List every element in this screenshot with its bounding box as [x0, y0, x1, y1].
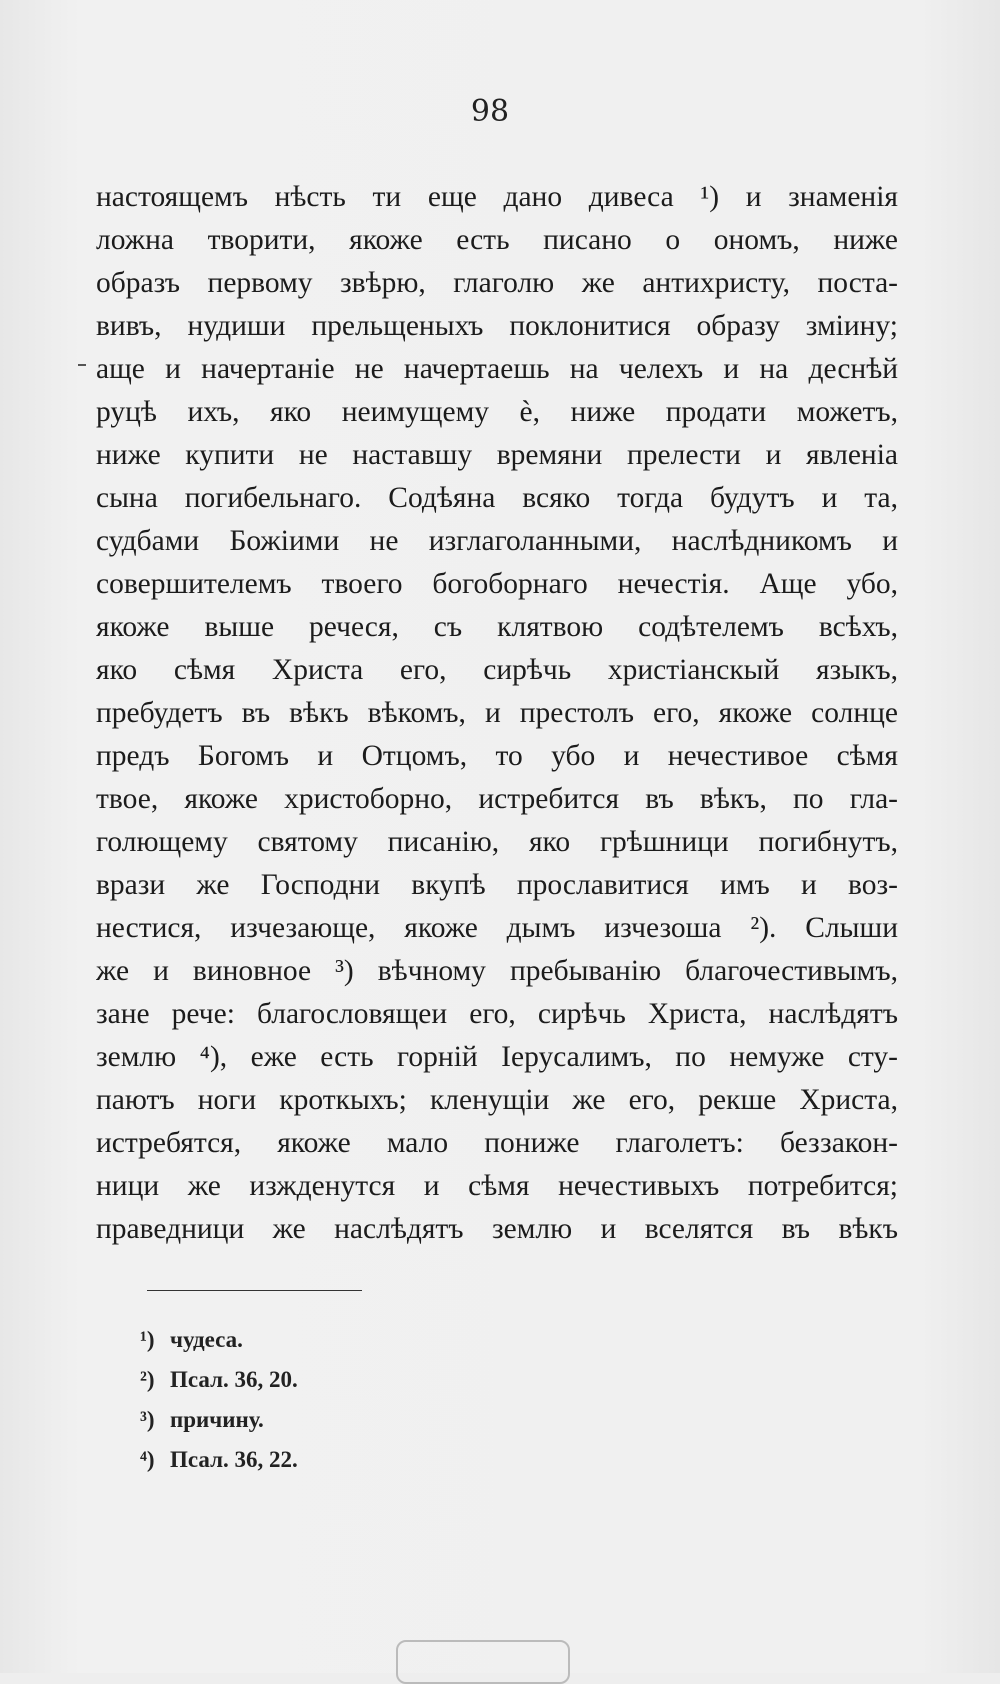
- footnote: [140, 1440, 298, 1480]
- footnote-mark: ³): [140, 1407, 155, 1432]
- text-line: же и виновное ³) вѣчному пребыванію благочестивымъ,: [96, 955, 898, 987]
- text-line: ници же изжденутся и сѣмя нечестивыхъ потребится;: [96, 1170, 898, 1202]
- text-line: судбами Божіими не изглаголанными, наслѣдникомъ и: [96, 525, 898, 557]
- text-line: вивъ, нудиши прельщеныхъ поклонитися образу зміину;: [96, 310, 898, 342]
- body-text: [96, 176, 898, 1251]
- text-line: якоже выше речеся, съ клятвою содѣтелемъ всѣхъ,: [96, 611, 898, 643]
- footnote: [140, 1360, 298, 1400]
- footnote-text: чудеса.: [170, 1327, 243, 1352]
- text-line: ниже купити не наставшу времяни прелести и явленіа: [96, 439, 898, 471]
- text-line: предъ Богомъ и Отцомъ, то убо и нечестивое сѣмя: [96, 740, 898, 772]
- footnote: [140, 1400, 298, 1440]
- page-number: 98: [470, 94, 510, 129]
- text-line: истребятся, якоже мало пониже глаголетъ: беззакон-: [96, 1127, 898, 1159]
- footnote-text: причину.: [170, 1407, 264, 1432]
- text-line: ложна творити, якоже есть писано о ономъ, ниже: [96, 224, 898, 256]
- footnote-mark: ¹): [140, 1327, 155, 1352]
- library-stamp: [396, 1640, 570, 1684]
- footnote-rule: [147, 1290, 362, 1291]
- footnotes: [140, 1320, 298, 1480]
- text-line: образъ первому звѣрю, глаголю же антихристу, поста-: [96, 267, 898, 299]
- text-line: сына погибельнаго. Содѣяна всяко тогда будутъ и та,: [96, 482, 898, 514]
- footnote-text: Псал. 36, 20.: [170, 1367, 298, 1392]
- text-line: настоящемъ нѣсть ти еще дано дивеса ¹) и знаменія: [96, 181, 898, 213]
- footnote-mark: ⁴): [140, 1447, 155, 1472]
- text-line: праведници же наслѣдятъ землю и вселятся въ вѣкъ: [96, 1213, 898, 1245]
- text-line: паютъ ноги кроткыхъ; кленущіи же его, рекше Христа,: [96, 1084, 898, 1116]
- footnote-mark: ²): [140, 1367, 155, 1392]
- margin-mark: [78, 364, 86, 366]
- text-line: твое, якоже христоборно, истребится въ вѣкъ, по гла-: [96, 783, 898, 815]
- text-line: совершителемъ твоего богоборнаго нечестія. Аще убо,: [96, 568, 898, 600]
- text-line: голющему святому писанію, яко грѣшници погибнутъ,: [96, 826, 898, 858]
- text-line: землю ⁴), еже есть горній Іерусалимъ, по немуже сту-: [96, 1041, 898, 1073]
- text-line: нестися, изчезающе, якоже дымъ изчезоша ²). Слыши: [96, 912, 898, 944]
- footnote: [140, 1320, 298, 1360]
- text-line: врази же Господни вкупѣ прославитися имъ и воз-: [96, 869, 898, 901]
- text-line: пребудетъ въ вѣкъ вѣкомъ, и престолъ его, якоже солнце: [96, 697, 898, 729]
- text-line: зане рече: благословящеи его, сирѣчь Христа, наслѣдятъ: [96, 998, 898, 1030]
- text-line: руцѣ ихъ, яко неимущему è, ниже продати можетъ,: [96, 396, 898, 428]
- text-line: аще и начертаніе не начертаешь на челехъ и на деснѣй: [96, 353, 898, 385]
- footnote-text: Псал. 36, 22.: [170, 1447, 298, 1472]
- text-line: яко сѣмя Христа его, сирѣчь христіанскый языкъ,: [96, 654, 898, 686]
